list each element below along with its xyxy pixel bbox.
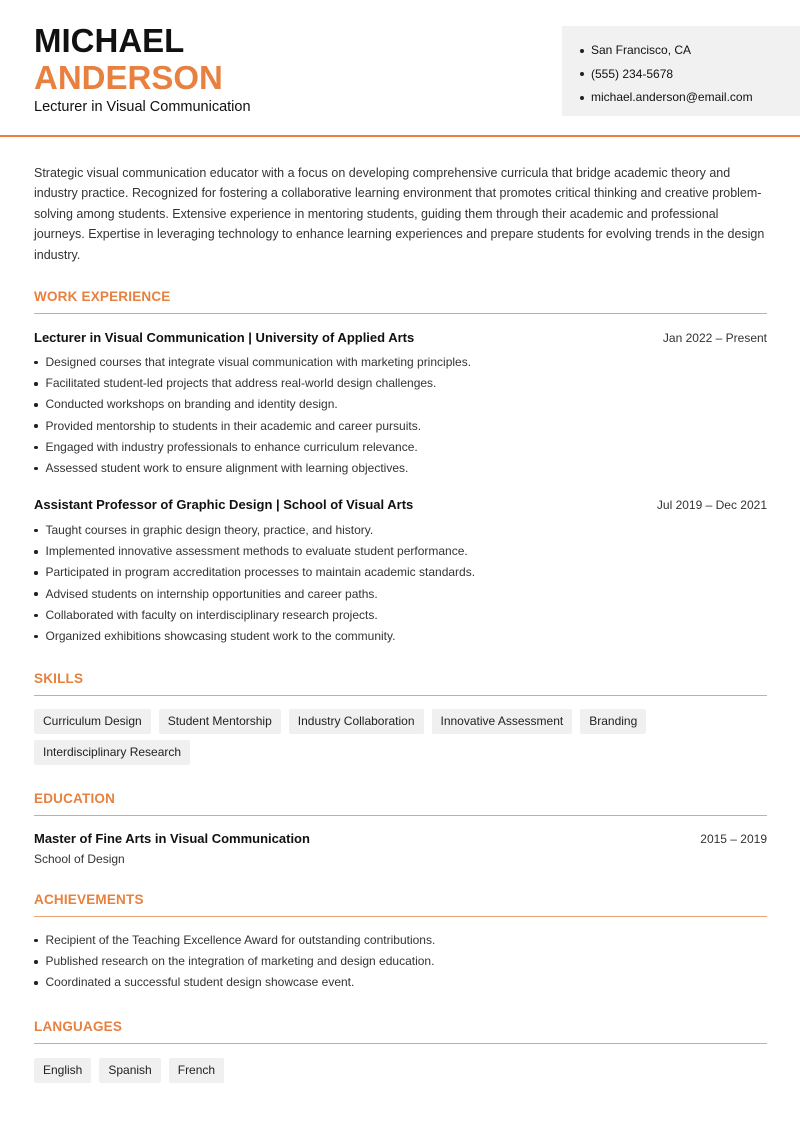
contact-location xyxy=(580,39,800,63)
bullet-icon xyxy=(34,571,38,575)
skills-list xyxy=(34,709,767,765)
list-item xyxy=(34,972,767,993)
list-item xyxy=(34,437,767,458)
section-title-achievements: ACHIEVEMENTS xyxy=(34,892,767,917)
bullet-icon xyxy=(34,614,38,618)
language-chip: French xyxy=(169,1058,224,1083)
bullet-icon xyxy=(34,939,38,943)
achievements-list xyxy=(34,930,767,994)
bullet-icon xyxy=(34,361,38,365)
bullet-icon xyxy=(34,403,38,407)
job-bullets xyxy=(34,520,767,647)
list-item-text: Recipient of the Teaching Excellence Award for outstanding contributions. xyxy=(45,933,436,947)
job-dates: Jan 2022 – Present xyxy=(662,331,767,345)
list-item-text: Participated in program accreditation processes to maintain academic standards. xyxy=(45,565,476,580)
bullet-icon xyxy=(34,529,38,533)
professional-summary: Strategic visual communication educator with a focus on developing comprehensive curricula that bridge academic theory and industry practice. Recognized for fostering a collaborative learning environment that promotes critical thinking and creative problem-solving among students. Extensive experience in mentoring students, guiding them through their academic and professional journeys. Expertise in leveraging technology to enhance learning experiences and prepare students for evolving trends in the design industry. xyxy=(34,166,765,262)
bullet-icon xyxy=(34,592,38,596)
list-item xyxy=(34,930,767,951)
job-title-heading: Lecturer in Visual Communication xyxy=(34,99,251,115)
contact-phone xyxy=(580,63,800,87)
last-name: ANDERSON xyxy=(34,59,223,96)
job-dates: Jul 2019 – Dec 2021 xyxy=(656,498,767,512)
list-item-text: Taught courses in graphic design theory, practice, and history. xyxy=(45,523,374,537)
list-item-text: Facilitated student-led projects that address real-world design challenges. xyxy=(45,376,437,391)
job-bullets xyxy=(34,352,767,479)
list-item xyxy=(34,416,767,437)
job-title: Assistant Professor of Graphic Design | School of Visual Arts xyxy=(34,497,414,512)
job-header xyxy=(34,497,767,512)
list-item-text: Designed courses that integrate visual communication with marketing principles. xyxy=(45,355,472,369)
list-item xyxy=(34,605,767,626)
list-item-text: Advised students on internship opportunities and career paths. xyxy=(45,586,378,601)
education-header xyxy=(34,831,767,846)
bullet-icon xyxy=(34,960,38,964)
job-header xyxy=(34,330,767,345)
bullet-icon xyxy=(34,635,38,639)
bullet-icon xyxy=(580,96,584,100)
skill-chip: Student Mentorship xyxy=(159,709,281,734)
list-item-text: Collaborated with faculty on interdisciplinary research projects. xyxy=(45,607,378,622)
degree-title: Master of Fine Arts in Visual Communication xyxy=(34,831,310,846)
school-name: School of Design xyxy=(34,852,125,866)
section-title-skills: SKILLS xyxy=(34,671,767,696)
list-item xyxy=(34,562,767,583)
contact-location-text: San Francisco, CA xyxy=(591,43,692,57)
section-title-education: EDUCATION xyxy=(34,791,767,816)
list-item xyxy=(34,394,767,415)
list-item xyxy=(34,951,767,972)
resume-header xyxy=(0,0,800,137)
bullet-icon xyxy=(34,446,38,450)
contact-box xyxy=(562,26,800,116)
list-item xyxy=(34,458,767,479)
bullet-icon xyxy=(34,981,38,985)
list-item-text: Provided mentorship to students in their academic and career pursuits. xyxy=(45,418,422,433)
education-dates: 2015 – 2019 xyxy=(700,832,767,846)
skill-chip: Industry Collaboration xyxy=(289,709,424,734)
languages-list xyxy=(34,1058,767,1083)
section-title-work: WORK EXPERIENCE xyxy=(34,289,767,314)
list-item-text: Conducted workshops on branding and identity design. xyxy=(45,397,338,412)
list-item-text: Engaged with industry professionals to enhance curriculum relevance. xyxy=(45,439,418,454)
list-item xyxy=(34,541,767,562)
bullet-icon xyxy=(34,467,38,471)
list-item xyxy=(34,626,767,647)
contact-email xyxy=(580,86,800,110)
skill-chip: Branding xyxy=(580,709,646,734)
first-name: MICHAEL xyxy=(34,22,185,59)
list-item xyxy=(34,520,767,541)
bullet-icon xyxy=(580,49,584,53)
list-item-text: Implemented innovative assessment methods to evaluate student performance. xyxy=(45,544,468,559)
language-chip: Spanish xyxy=(99,1058,160,1083)
list-item-text: Published research on the integration of marketing and design education. xyxy=(45,954,435,969)
job-title: Lecturer in Visual Communication | University of Applied Arts xyxy=(34,330,415,345)
list-item xyxy=(34,584,767,605)
bullet-icon xyxy=(34,550,38,554)
bullet-icon xyxy=(34,382,38,386)
bullet-icon xyxy=(34,424,38,428)
language-chip: English xyxy=(34,1058,91,1083)
section-title-languages: LANGUAGES xyxy=(34,1019,767,1044)
list-item xyxy=(34,373,767,394)
contact-email-text: michael.anderson@email.com xyxy=(591,90,753,104)
list-item-text: Coordinated a successful student design showcase event. xyxy=(45,975,355,990)
bullet-icon xyxy=(580,72,584,76)
list-item-text: Assessed student work to ensure alignment with learning objectives. xyxy=(45,461,409,476)
candidate-name xyxy=(34,22,223,96)
contact-phone-text: (555) 234-5678 xyxy=(591,66,674,81)
list-item-text: Organized exhibitions showcasing student work to the community. xyxy=(45,629,396,644)
skill-chip: Innovative Assessment xyxy=(432,709,573,734)
list-item xyxy=(34,352,767,373)
skill-chip: Curriculum Design xyxy=(34,709,151,734)
skill-chip: Interdisciplinary Research xyxy=(34,740,190,765)
